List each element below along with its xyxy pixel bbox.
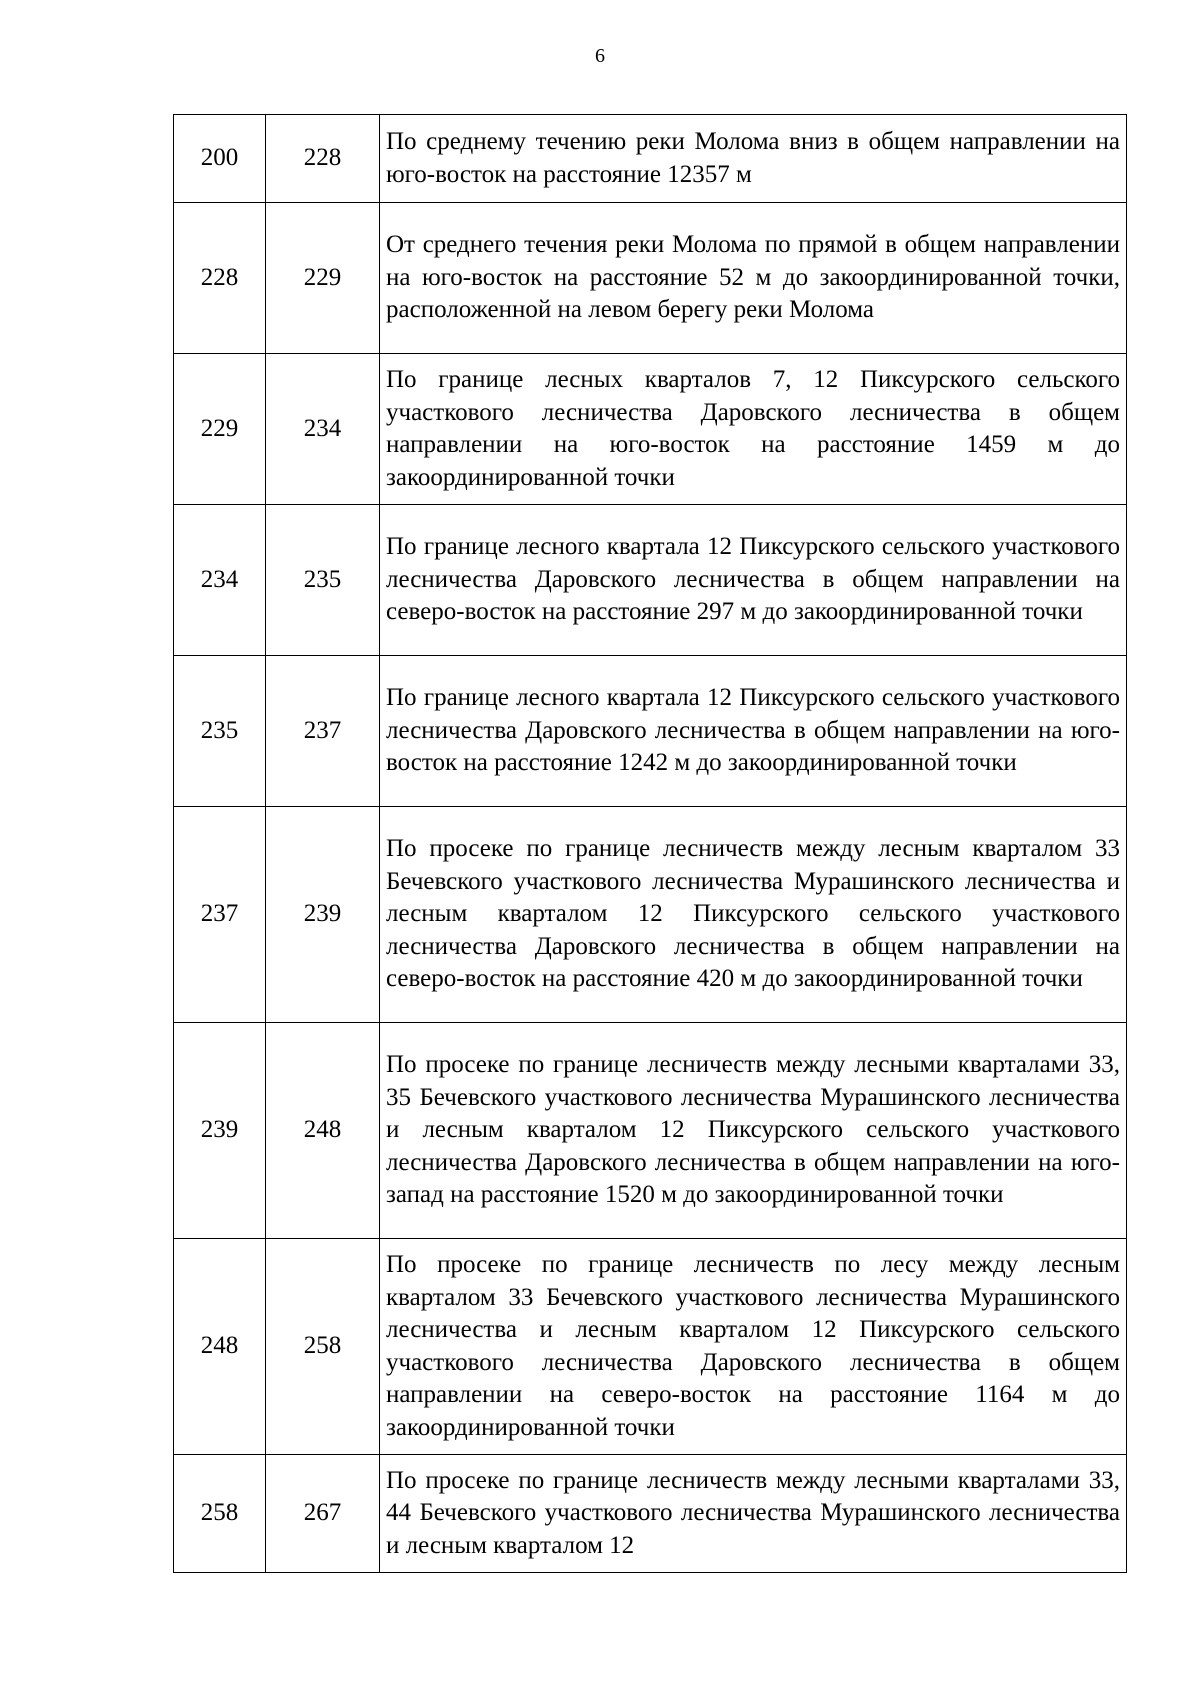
boundary-description-cell: По просеке по границе лесничеств между лесными кварталами 33, 35 Бечевского участкового лесничества Мурашинского лесничества и лесным кварталом 12 Пиксурского сельского участкового лесничества Даровского лесничества в общем направлении на юго-запад на расстояние 1520 м до закоординированной точки xyxy=(380,1023,1127,1239)
point-to-cell: 235 xyxy=(266,505,380,656)
boundary-table xyxy=(173,114,1127,1573)
table-row xyxy=(174,115,1127,203)
point-from-cell: 258 xyxy=(174,1455,266,1573)
table-row xyxy=(174,505,1127,656)
table-row xyxy=(174,354,1127,505)
boundary-description-cell: По среднему течению реки Молома вниз в общем направлении на юго-восток на расстояние 12357 м xyxy=(380,115,1127,203)
point-from-cell: 248 xyxy=(174,1239,266,1455)
table-row xyxy=(174,203,1127,354)
point-from-cell: 237 xyxy=(174,807,266,1023)
page-number: 6 xyxy=(595,45,605,67)
point-from-cell: 239 xyxy=(174,1023,266,1239)
point-to-cell: 239 xyxy=(266,807,380,1023)
point-to-cell: 228 xyxy=(266,115,380,203)
point-to-cell: 258 xyxy=(266,1239,380,1455)
point-from-cell: 229 xyxy=(174,354,266,505)
point-from-cell: 235 xyxy=(174,656,266,807)
boundary-description-cell: По просеке по границе лесничеств между лесным кварталом 33 Бечевского участкового лесничества Мурашинского лесничества и лесным кварталом 12 Пиксурского сельского участкового лесничества Даровского лесничества в общем направлении на северо-восток на расстояние 420 м до закоординированной точки xyxy=(380,807,1127,1023)
boundary-description-cell: По границе лесных кварталов 7, 12 Пиксурского сельского участкового лесничества Даровского лесничества в общем направлении на юго-восток на расстояние 1459 м до закоординированной точки xyxy=(380,354,1127,505)
table-row xyxy=(174,1455,1127,1573)
boundary-description-cell: По просеке по границе лесничеств по лесу между лесным кварталом 33 Бечевского участкового лесничества Мурашинского лесничества и лесным кварталом 12 Пиксурского сельского участкового лесничества Даровского лесничества в общем направлении на северо-восток на расстояние 1164 м до закоординированной точки xyxy=(380,1239,1127,1455)
boundary-description-cell: По границе лесного квартала 12 Пиксурского сельского участкового лесничества Даровского лесничества в общем направлении на юго-восток на расстояние 1242 м до закоординированной точки xyxy=(380,656,1127,807)
table-row xyxy=(174,656,1127,807)
point-from-cell: 200 xyxy=(174,115,266,203)
table-row xyxy=(174,1239,1127,1455)
point-to-cell: 267 xyxy=(266,1455,380,1573)
point-from-cell: 228 xyxy=(174,203,266,354)
point-to-cell: 234 xyxy=(266,354,380,505)
boundary-description-cell: От среднего течения реки Молома по прямой в общем направлении на юго-восток на расстояние 52 м до закоординированной точки, расположенной на левом берегу реки Молома xyxy=(380,203,1127,354)
point-to-cell: 248 xyxy=(266,1023,380,1239)
boundary-description-cell: По границе лесного квартала 12 Пиксурского сельского участкового лесничества Даровского лесничества в общем направлении на северо-восток на расстояние 297 м до закоординированной точки xyxy=(380,505,1127,656)
point-from-cell: 234 xyxy=(174,505,266,656)
table-row xyxy=(174,807,1127,1023)
table-row xyxy=(174,1023,1127,1239)
point-to-cell: 229 xyxy=(266,203,380,354)
point-to-cell: 237 xyxy=(266,656,380,807)
boundary-description-cell: По просеке по границе лесничеств между лесными кварталами 33, 44 Бечевского участкового лесничества Мурашинского лесничества и лесным кварталом 12 xyxy=(380,1455,1127,1573)
